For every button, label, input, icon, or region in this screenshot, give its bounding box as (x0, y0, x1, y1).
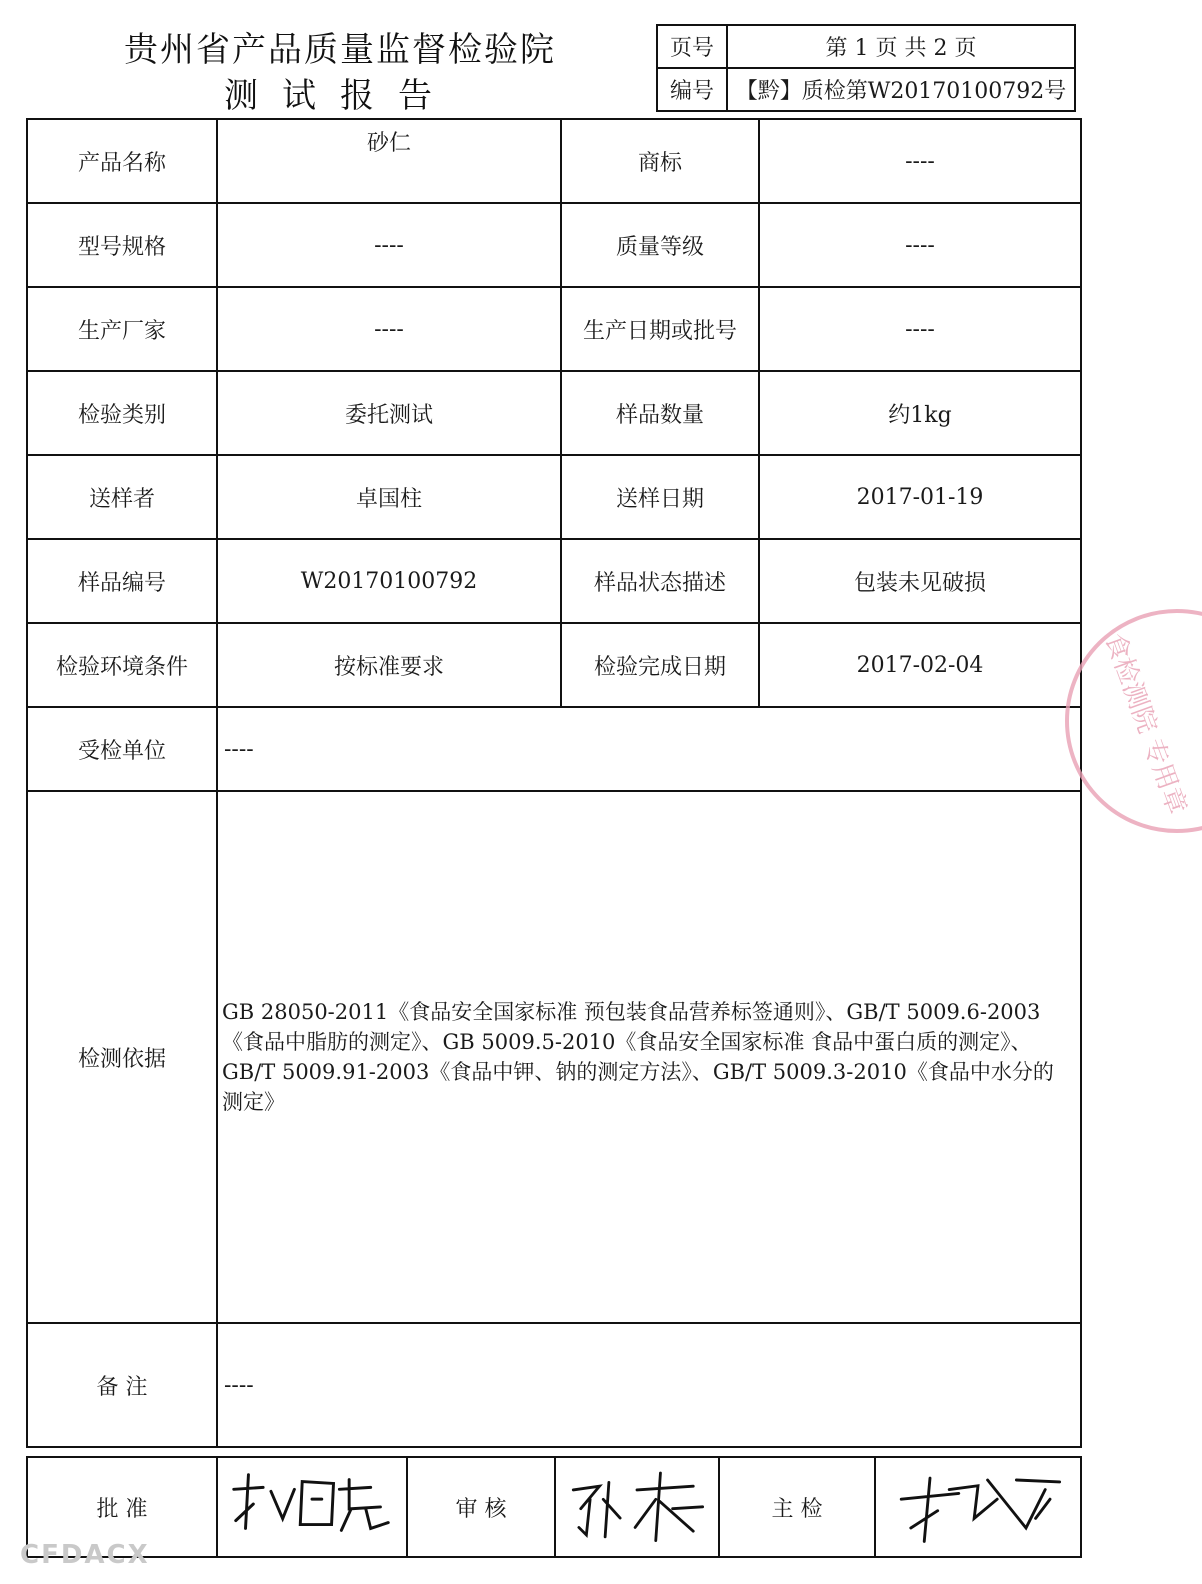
grade-label: 质量等级 (561, 203, 759, 287)
finish-label: 检验完成日期 (561, 623, 759, 707)
state-label: 样品状态描述 (561, 539, 759, 623)
batch-label: 生产日期或批号 (561, 287, 759, 371)
row-model (27, 203, 1081, 287)
state-value: 包装未见破损 (759, 539, 1081, 623)
model-value: ---- (217, 203, 561, 287)
env-value: 按标准要求 (217, 623, 561, 707)
approve-signature (217, 1457, 407, 1557)
handwritten-signature-icon (562, 1459, 712, 1549)
quantity-value: 约1kg (759, 371, 1081, 455)
approve-label: 批 准 (27, 1457, 217, 1557)
number-value: 【黔】质检第W20170100792号 (727, 68, 1075, 111)
row-env (27, 623, 1081, 707)
inspect-signature (875, 1457, 1081, 1557)
send-date-label: 送样日期 (561, 455, 759, 539)
category-label: 检验类别 (27, 371, 217, 455)
row-category (27, 371, 1081, 455)
maker-value: ---- (217, 287, 561, 371)
doc-title: 测试报告 (224, 76, 456, 116)
category-value: 委托测试 (217, 371, 561, 455)
remark-label: 备 注 (27, 1323, 217, 1447)
send-date-value: 2017-01-19 (759, 455, 1081, 539)
row-unit (27, 707, 1081, 791)
row-maker (27, 287, 1081, 371)
row-remark (27, 1323, 1081, 1447)
row-sender (27, 455, 1081, 539)
quantity-label: 样品数量 (561, 371, 759, 455)
org-title: 贵州省产品质量监督检验院 (124, 30, 556, 70)
row-product (27, 119, 1081, 203)
report-meta-table (656, 24, 1076, 112)
svg-text:食检测院 专用章: 食检测院 专用章 (1098, 629, 1192, 819)
grade-value: ---- (759, 203, 1081, 287)
signature-table (26, 1456, 1082, 1558)
product-name-value: 砂仁 (217, 119, 561, 203)
trademark-label: 商标 (561, 119, 759, 203)
row-basis (27, 791, 1081, 1323)
page-label: 页号 (657, 25, 727, 68)
watermark: CFDACX (20, 1540, 150, 1570)
row-sample (27, 539, 1081, 623)
remark-value: ---- (217, 1323, 1081, 1447)
unit-value: ---- (217, 707, 1081, 791)
basis-label: 检测依据 (27, 791, 217, 1323)
product-name-label: 产品名称 (27, 119, 217, 203)
handwritten-signature-icon (224, 1459, 400, 1549)
sender-value: 卓国柱 (217, 455, 561, 539)
finish-value: 2017-02-04 (759, 623, 1081, 707)
maker-label: 生产厂家 (27, 287, 217, 371)
sample-no-value: W20170100792 (217, 539, 561, 623)
review-label: 审 核 (407, 1457, 555, 1557)
trademark-value: ---- (759, 119, 1081, 203)
review-signature (555, 1457, 719, 1557)
inspect-label: 主 检 (719, 1457, 875, 1557)
handwritten-signature-icon (882, 1459, 1074, 1549)
sender-label: 送样者 (27, 455, 217, 539)
unit-label: 受检单位 (27, 707, 217, 791)
page-value: 第 1 页 共 2 页 (727, 25, 1075, 68)
env-label: 检验环境条件 (27, 623, 217, 707)
batch-value: ---- (759, 287, 1081, 371)
sample-no-label: 样品编号 (27, 539, 217, 623)
report-table (26, 118, 1082, 1448)
model-label: 型号规格 (27, 203, 217, 287)
number-label: 编号 (657, 68, 727, 111)
basis-value: GB 28050-2011《食品安全国家标准 预包装食品营养标签通则》、GB/T 5009.6-2003《食品中脂肪的测定》、GB 5009.5-2010《食品安全国家标准 食品中蛋白质的测定》、GB/T 5009.91-2003《食品中钾、钠的测定方法》、GB/T 5009.3-2010《食品中水分的测定》 (217, 791, 1081, 1323)
